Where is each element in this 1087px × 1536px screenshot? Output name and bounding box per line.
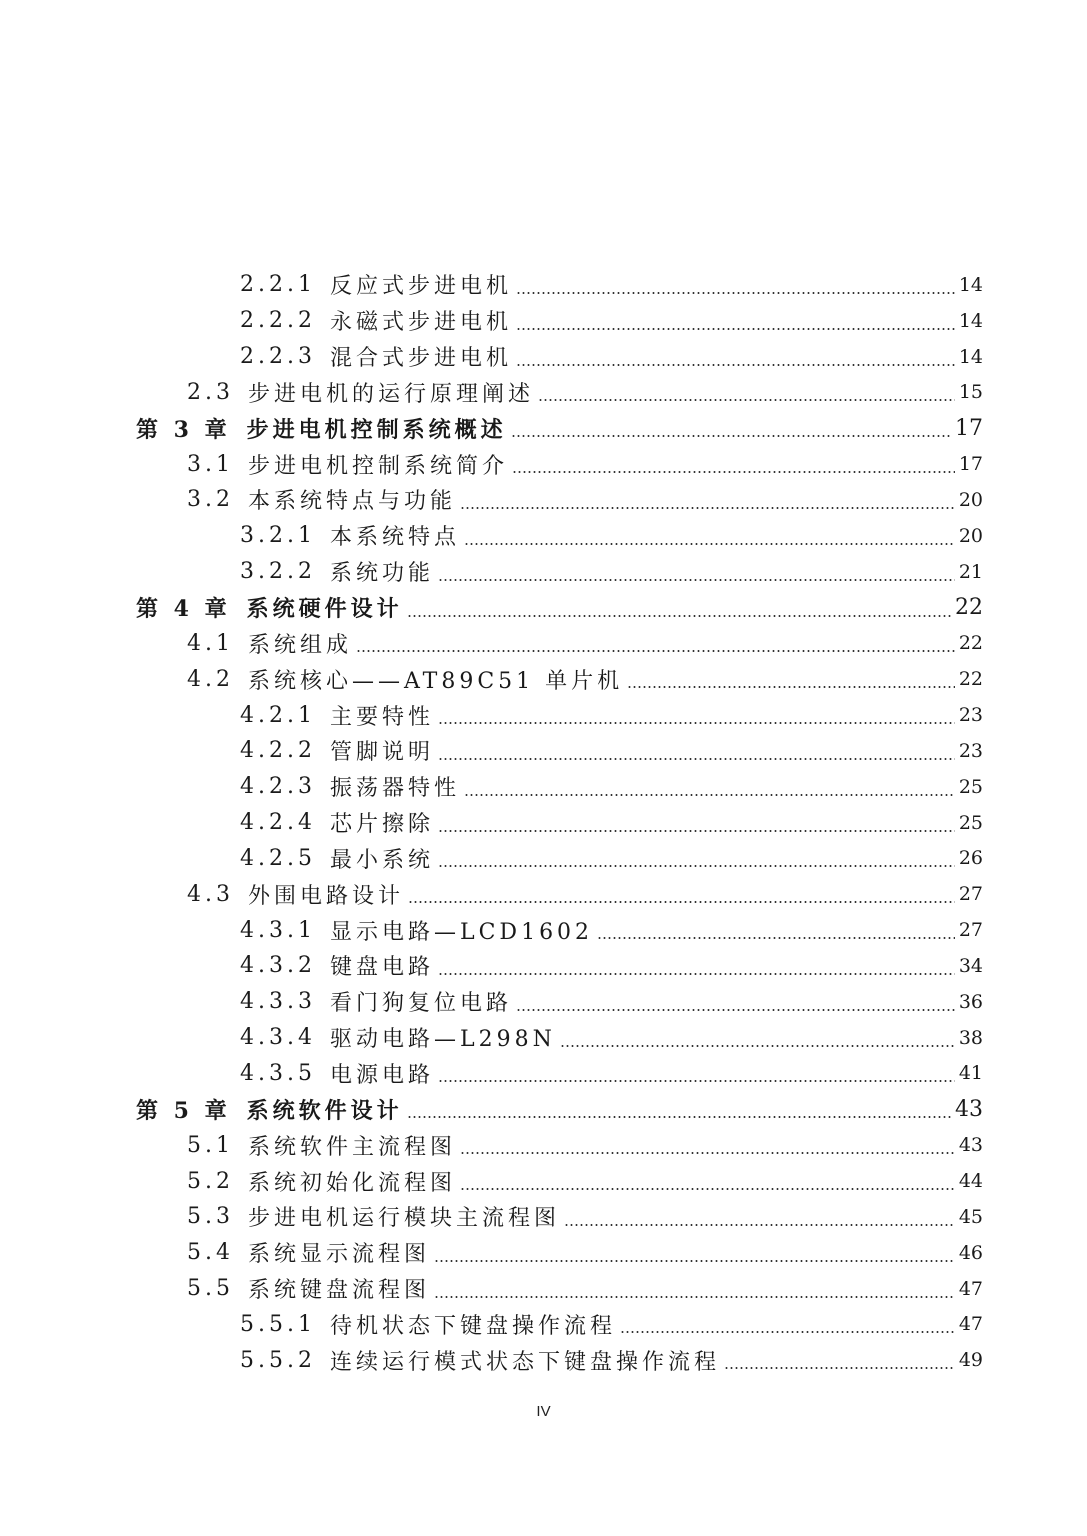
toc-entry-number: 4.3.3: [240, 989, 316, 1015]
toc-entry[interactable]: [0, 1056, 1087, 1092]
toc-entry-title: 系统功能: [329, 561, 434, 587]
toc-entry-title: 步进电机的运行原理阐述: [248, 381, 535, 407]
toc-dot-leader: [538, 399, 955, 401]
toc-entry-page: 25: [958, 811, 983, 834]
table-of-contents: [0, 267, 1087, 1378]
toc-entry[interactable]: [0, 912, 1087, 948]
toc-entry[interactable]: [0, 339, 1087, 375]
toc-entry-title: 振荡器特性: [329, 776, 460, 802]
toc-entry[interactable]: [0, 769, 1087, 805]
toc-entry-page: 38: [958, 1026, 983, 1049]
toc-entry-number: 4.3: [187, 881, 234, 907]
toc-entry-title: 显示电路—LCD1602: [329, 919, 594, 945]
toc-entry-page: 45: [958, 1205, 983, 1228]
toc-entry-page: 43: [955, 1096, 983, 1122]
toc-dot-leader: [438, 1080, 955, 1082]
toc-entry-number: 4.1: [187, 630, 234, 656]
toc-entry-number: 3.2: [187, 487, 234, 513]
toc-entry-title: 步进电机控制系统概述: [246, 416, 507, 443]
toc-entry-page: 22: [958, 632, 983, 655]
toc-entry[interactable]: [0, 554, 1087, 590]
toc-entry-page: 47: [958, 1277, 983, 1300]
toc-dot-leader: [464, 794, 955, 796]
toc-entry-title: 键盘电路: [329, 955, 434, 981]
toc-entry-number: 5.5: [187, 1276, 234, 1302]
toc-entry-title: 最小系统: [329, 847, 434, 873]
toc-entry[interactable]: [0, 1235, 1087, 1271]
toc-entry-title: 反应式步进电机: [329, 274, 512, 300]
toc-entry-number: 4.2.1: [240, 702, 316, 728]
toc-entry-title: 待机状态下键盘操作流程: [329, 1313, 616, 1339]
toc-entry-number: 2.3: [187, 379, 234, 405]
toc-entry[interactable]: [0, 518, 1087, 554]
toc-entry[interactable]: [0, 697, 1087, 733]
toc-dot-leader: [560, 1045, 955, 1047]
toc-entry-title: 系统硬件设计: [246, 596, 403, 623]
toc-entry-title: 混合式步进电机: [329, 346, 512, 372]
toc-entry-page: 23: [958, 739, 983, 762]
toc-entry-number: 4.2.5: [240, 845, 316, 871]
toc-entry-title: 系统显示流程图: [248, 1242, 431, 1268]
toc-dot-leader: [438, 973, 955, 975]
toc-entry-title: 系统组成: [248, 632, 353, 658]
toc-entry-page: 36: [958, 990, 983, 1013]
toc-entry-title: 芯片擦除: [329, 812, 434, 838]
toc-entry-number: 2.2.2: [240, 308, 316, 334]
toc-dot-leader: [460, 507, 955, 509]
toc-dot-leader: [408, 901, 955, 903]
toc-dot-leader: [438, 722, 955, 724]
toc-dot-leader: [620, 1331, 955, 1333]
toc-entry-number: 4.3.4: [240, 1025, 316, 1051]
toc-entry-title: 永磁式步进电机: [329, 310, 512, 336]
page-number: IV: [536, 1403, 551, 1420]
toc-entry-page: 14: [958, 345, 983, 368]
toc-entry[interactable]: [0, 1199, 1087, 1235]
toc-entry[interactable]: [0, 1342, 1087, 1378]
toc-dot-leader: [564, 1224, 955, 1226]
toc-entry[interactable]: [0, 661, 1087, 697]
toc-entry[interactable]: [0, 1271, 1087, 1307]
toc-entry[interactable]: [0, 590, 1087, 626]
toc-entry-page: 14: [958, 309, 983, 332]
toc-entry-number: 3.2.2: [240, 559, 316, 585]
toc-entry[interactable]: [0, 1127, 1087, 1163]
toc-entry[interactable]: [0, 303, 1087, 339]
toc-entry[interactable]: [0, 841, 1087, 877]
toc-dot-leader: [464, 543, 955, 545]
toc-entry[interactable]: [0, 1163, 1087, 1199]
toc-entry-page: 47: [958, 1313, 983, 1336]
toc-entry-page: 27: [958, 883, 983, 906]
toc-entry-title: 管脚说明: [329, 740, 434, 766]
toc-entry-title: 本系统特点与功能: [248, 489, 457, 515]
toc-entry-title: 连续运行模式状态下键盘操作流程: [329, 1349, 720, 1375]
toc-entry[interactable]: [0, 625, 1087, 661]
toc-entry-page: 27: [958, 919, 983, 942]
toc-entry-title: 主要特性: [329, 704, 434, 730]
toc-entry-page: 15: [958, 381, 983, 404]
toc-entry[interactable]: [0, 446, 1087, 482]
toc-entry[interactable]: [0, 410, 1087, 446]
toc-entry-title: 系统软件主流程图: [248, 1134, 457, 1160]
toc-entry-number: 4.3.2: [240, 953, 316, 979]
toc-entry-number: 5.2: [187, 1168, 234, 1194]
toc-entry-number: 第 5 章: [136, 1097, 231, 1124]
toc-entry-number: 4.2: [187, 666, 234, 692]
toc-dot-leader: [438, 830, 955, 832]
toc-entry-page: 44: [958, 1170, 983, 1193]
toc-entry-page: 14: [958, 273, 983, 296]
toc-entry-number: 5.3: [187, 1204, 234, 1230]
toc-entry-number: 第 4 章: [136, 596, 231, 623]
toc-entry[interactable]: [0, 482, 1087, 518]
toc-dot-leader: [512, 471, 955, 473]
toc-entry-title: 步进电机运行模块主流程图: [248, 1206, 561, 1232]
toc-entry[interactable]: [0, 984, 1087, 1020]
toc-entry-number: 4.3.5: [240, 1060, 316, 1086]
toc-entry-title: 系统键盘流程图: [248, 1278, 431, 1304]
toc-entry-number: 2.2.1: [240, 272, 316, 298]
toc-entry-title: 系统核心——AT89C51 单片机: [248, 668, 624, 694]
toc-entry[interactable]: [0, 375, 1087, 411]
toc-entry-page: 49: [958, 1349, 983, 1372]
toc-entry-number: 3.1: [187, 451, 234, 477]
toc-entry-page: 25: [958, 775, 983, 798]
toc-entry-page: 17: [958, 453, 983, 476]
toc-entry[interactable]: [0, 948, 1087, 984]
toc-entry[interactable]: [0, 1091, 1087, 1127]
toc-entry[interactable]: [0, 1020, 1087, 1056]
toc-dot-leader: [434, 1260, 955, 1262]
toc-dot-leader: [407, 615, 951, 617]
toc-dot-leader: [516, 328, 955, 330]
toc-entry-page: 43: [958, 1134, 983, 1157]
toc-entry-title: 电源电路: [329, 1062, 434, 1088]
toc-entry-number: 第 3 章: [136, 416, 231, 443]
toc-entry-page: 26: [958, 847, 983, 870]
toc-entry-page: 22: [955, 595, 983, 621]
toc-entry-number: 4.2.3: [240, 774, 316, 800]
toc-dot-leader: [434, 1296, 955, 1298]
toc-entry-page: 21: [958, 560, 983, 583]
toc-dot-leader: [516, 364, 955, 366]
toc-entry-title: 外围电路设计: [248, 883, 405, 909]
toc-dot-leader: [724, 1367, 955, 1369]
toc-dot-leader: [516, 1009, 955, 1011]
toc-entry-title: 驱动电路—L298N: [329, 1027, 556, 1053]
toc-entry-page: 22: [958, 668, 983, 691]
toc-entry[interactable]: [0, 805, 1087, 841]
toc-entry-number: 4.3.1: [240, 917, 316, 943]
toc-dot-leader: [597, 937, 955, 939]
toc-dot-leader: [627, 686, 955, 688]
toc-dot-leader: [511, 435, 951, 437]
toc-entry-number: 4.2.2: [240, 738, 316, 764]
toc-entry-number: 5.5.1: [240, 1311, 316, 1337]
toc-dot-leader: [460, 1152, 955, 1154]
toc-entry-number: 4.2.4: [240, 810, 316, 836]
toc-entry-title: 本系统特点: [329, 525, 460, 551]
toc-entry-number: 2.2.3: [240, 344, 316, 370]
toc-entry-number: 5.1: [187, 1132, 234, 1158]
toc-dot-leader: [438, 865, 955, 867]
toc-entry[interactable]: [0, 1306, 1087, 1342]
toc-entry-title: 系统软件设计: [246, 1097, 403, 1124]
toc-dot-leader: [438, 579, 955, 581]
toc-dot-leader: [407, 1116, 951, 1118]
toc-entry-title: 系统初始化流程图: [248, 1170, 457, 1196]
toc-entry-number: 5.4: [187, 1240, 234, 1266]
toc-entry-title: 步进电机控制系统简介: [248, 453, 509, 479]
toc-entry[interactable]: [0, 733, 1087, 769]
toc-entry-number: 3.2.1: [240, 523, 316, 549]
toc-entry-page: 46: [958, 1241, 983, 1264]
toc-entry-page: 41: [958, 1062, 983, 1085]
toc-entry[interactable]: [0, 267, 1087, 303]
toc-dot-leader: [516, 292, 955, 294]
toc-entry-title: 看门狗复位电路: [329, 991, 512, 1017]
toc-dot-leader: [460, 1188, 955, 1190]
toc-entry-page: 20: [958, 524, 983, 547]
toc-entry[interactable]: [0, 876, 1087, 912]
toc-entry-page: 20: [958, 488, 983, 511]
toc-entry-page: 23: [958, 704, 983, 727]
toc-entry-number: 5.5.2: [240, 1347, 316, 1373]
toc-dot-leader: [438, 758, 955, 760]
toc-dot-leader: [356, 650, 955, 652]
toc-entry-page: 34: [958, 954, 983, 977]
toc-entry-page: 17: [955, 415, 983, 441]
